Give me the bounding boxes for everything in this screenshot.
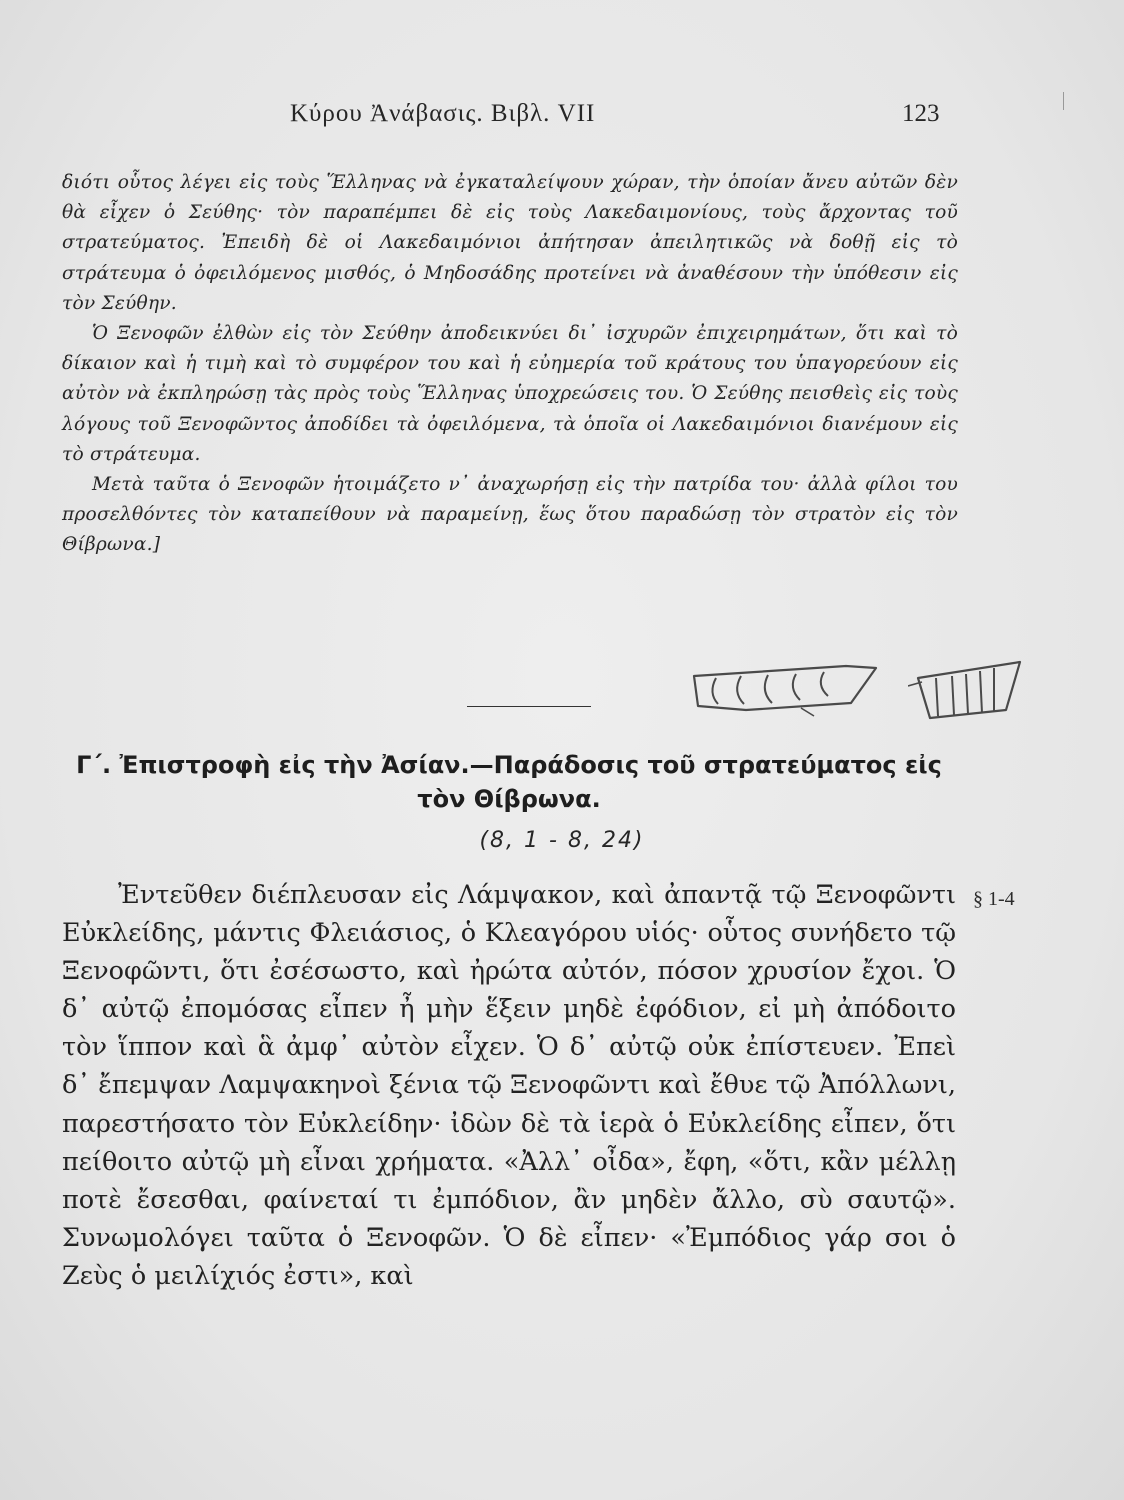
main-text-block xyxy=(62,876,956,1295)
page-number: 123 xyxy=(902,100,940,127)
summary-paragraph: Ὁ Ξενοφῶν ἐλθὼν εἰς τὸν Σεύθην ἀποδεικνύει δι᾽ ἰσχυρῶν ἐπιχειρημάτων, ὅτι καὶ τὸ δίκαιον καὶ ἡ τιμὴ καὶ τὸ συμφέρον του καὶ ἡ εὐημερία τοῦ κράτους του ὑπαγορεύουν εἰς αὐτὸν νὰ ἐκπληρώσῃ τὰς πρὸς τοὺς Ἕλληνας ὑποχρεώσεις του. Ὁ Σεύθης πεισθεὶς εἰς τοὺς λόγους τοῦ Ξενοφῶντος ἀποδίδει τὰ ὀφειλόμενα, τὰ ὁποῖα οἱ Λακεδαιμόνιοι διανέμουν εἰς τὸ στράτευμα. xyxy=(62,323,958,465)
summary-paragraph: διότι οὗτος λέγει εἰς τοὺς Ἕλληνας νὰ ἐγκαταλείψουν χώραν, τὴν ὁποίαν ἄνευ αὐτῶν δὲν θὰ εἶχεν ὁ Σεύθης· τὸν παραπέμπει δὲ εἰς τοὺς Λακεδαιμονίους, τοὺς ἄρχοντας τοῦ στρατεύματος. Ἐπειδὴ δὲ οἱ Λακεδαιμόνιοι ἀπήτησαν ἀπειλητικῶς νὰ δοθῇ εἰς τὸ στράτευμα ὁ ὀφειλόμενος μισθός, ὁ Μηδοσάδης προτείνει νὰ ἀναθέσουν τὴν ὑπόθεσιν εἰς τὸν Σεύθην. xyxy=(62,172,958,314)
summary-block xyxy=(62,168,958,561)
section-reference: (8, 1 - 8, 24) xyxy=(479,828,645,853)
running-head-title: Κύρου Ἀνάβασις. Βιβλ. VII xyxy=(290,100,596,127)
pencil-doodle-left xyxy=(686,648,886,718)
summary-paragraph: Μετὰ ταῦτα ὁ Ξενοφῶν ἡτοιμάζετο ν᾽ ἀναχωρήσῃ εἰς τὴν πατρίδα του· ἀλλὰ φίλοι του προσελθόντες τὸν καταπείθουν νὰ παραμείνῃ, ἕως ὅτου παραδώσῃ τὸν στρατὸν εἰς τὸν Θίβρωνα.] xyxy=(62,474,958,556)
pencil-doodle-right xyxy=(908,656,1028,722)
section-heading: Γ΄. Ἐπιστροφὴ εἰς τὴν Ἀσίαν.—Παράδοσις τοῦ στρατεύματος εἰς τὸν Θίβρωνα. xyxy=(76,751,942,813)
margin-reference: § 1-4 xyxy=(973,888,1015,910)
running-head xyxy=(0,100,1124,140)
main-paragraph: Ἐντεῦθεν διέπλευσαν εἰς Λάμψακον, καὶ ἀπαντᾷ τῷ Ξενοφῶντι Εὐκλείδης, μάντις Φλειάσιος, ὁ Κλεαγόρου υἱός· οὗτος συνήδετο τῷ Ξενοφῶντι, ὅτι ἐσέσωστο, καὶ ἠρώτα αὐτόν, πόσον χρυσίον ἔχοι. Ὁ δ᾽ αὐτῷ ἐπομόσας εἶπεν ἦ μὴν ἕξειν μηδὲ ἐφόδιον, εἰ μὴ ἀπόδοιτο τὸν ἵππον καὶ ἃ ἀμφ᾽ αὐτὸν εἶχεν. Ὁ δ᾽ αὐτῷ οὐκ ἐπίστευεν. Ἐπεὶ δ᾽ ἔπεμψαν Λαμψακηνοὶ ξένια τῷ Ξενοφῶντι καὶ ἔθυε τῷ Ἀπόλλωνι, παρεστήσατο τὸν Εὐκλείδην· ἰδὼν δὲ τὰ ἱερὰ ὁ Εὐκλείδης εἶπεν, ὅτι πείθοιτο αὐτῷ μὴ εἶναι χρήματα. «Ἀλλ᾽ οἶδα», ἔφη, «ὅτι, κἂν μέλλῃ ποτὲ ἔσεσθαι, φαίνεταί τι ἐμπόδιον, ἂν μηδὲν ἄλλο, σὺ σαυτῷ». Συνωμολόγει ταῦτα ὁ Ξενοφῶν. Ὁ δὲ εἶπεν· «Ἐμπόδιος γάρ σοι ὁ Ζεὺς ὁ μειλίχιός ἐστι», καὶ xyxy=(62,880,956,1291)
section-divider xyxy=(467,706,591,707)
